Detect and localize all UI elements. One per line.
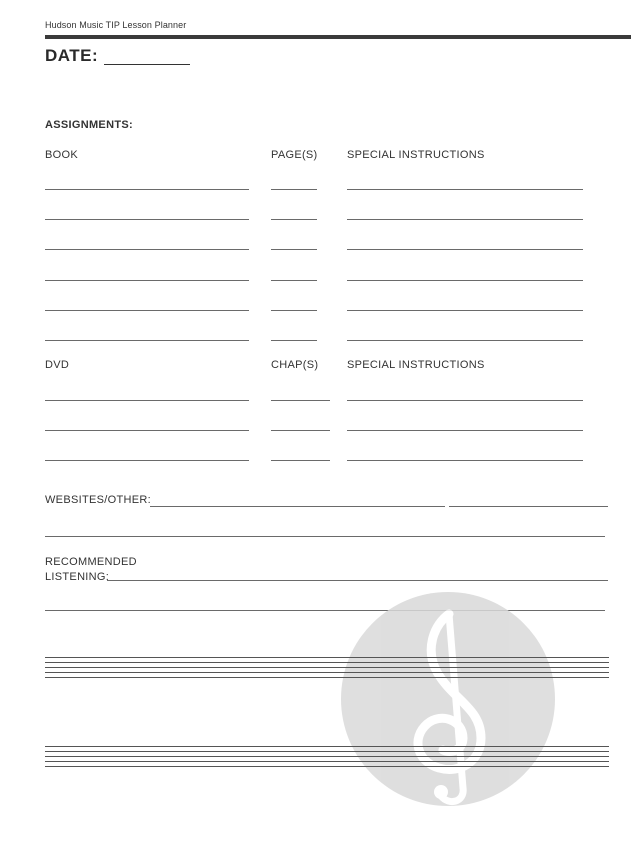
websites-line-second[interactable] xyxy=(45,536,605,537)
dvd-instructions-column-header: SPECIAL INSTRUCTIONS xyxy=(347,359,485,371)
dvd-instructions-line[interactable] xyxy=(347,460,583,461)
date-field-line[interactable] xyxy=(104,64,190,65)
book-instructions-column-header: SPECIAL INSTRUCTIONS xyxy=(347,149,485,161)
dvd-title-line[interactable] xyxy=(45,400,249,401)
book-instructions-line[interactable] xyxy=(347,280,583,281)
book-pages-line[interactable] xyxy=(271,340,317,341)
book-pages-line[interactable] xyxy=(271,249,317,250)
websites-label: WEBSITES/OTHER: xyxy=(45,494,151,506)
book-instructions-line[interactable] xyxy=(347,310,583,311)
websites-line-extra[interactable] xyxy=(449,506,608,507)
book-title-line[interactable] xyxy=(45,219,249,220)
book-title-line[interactable] xyxy=(45,280,249,281)
book-title-line[interactable] xyxy=(45,249,249,250)
dvd-instructions-line[interactable] xyxy=(347,430,583,431)
treble-clef-icon xyxy=(341,592,555,806)
book-pages-line[interactable] xyxy=(271,310,317,311)
pages-column-header: PAGE(S) xyxy=(271,149,318,161)
listening-label-line2: LISTENING: xyxy=(45,571,110,583)
planner-title: Hudson Music TIP Lesson Planner xyxy=(45,20,187,30)
dvd-chaps-line[interactable] xyxy=(271,460,330,461)
book-column-header: BOOK xyxy=(45,149,78,161)
dvd-title-line[interactable] xyxy=(45,460,249,461)
chaps-column-header: CHAP(S) xyxy=(271,359,319,371)
book-instructions-line[interactable] xyxy=(347,219,583,220)
listening-label-line1: RECOMMENDED xyxy=(45,556,137,568)
music-staff[interactable] xyxy=(45,746,609,768)
dvd-title-line[interactable] xyxy=(45,430,249,431)
header-rule xyxy=(45,35,631,39)
dvd-chaps-line[interactable] xyxy=(271,400,330,401)
book-pages-line[interactable] xyxy=(271,280,317,281)
date-label: DATE: xyxy=(45,46,99,65)
book-title-line[interactable] xyxy=(45,189,249,190)
dvd-chaps-line[interactable] xyxy=(271,430,330,431)
dvd-instructions-line[interactable] xyxy=(347,400,583,401)
book-instructions-line[interactable] xyxy=(347,249,583,250)
websites-line[interactable] xyxy=(150,506,445,507)
book-instructions-line[interactable] xyxy=(347,189,583,190)
dvd-column-header: DVD xyxy=(45,359,70,371)
book-pages-line[interactable] xyxy=(271,189,317,190)
music-staff[interactable] xyxy=(45,657,609,679)
book-title-line[interactable] xyxy=(45,310,249,311)
book-pages-line[interactable] xyxy=(271,219,317,220)
book-instructions-line[interactable] xyxy=(347,340,583,341)
listening-line[interactable] xyxy=(107,580,608,581)
assignments-heading: ASSIGNMENTS: xyxy=(45,119,133,131)
book-title-line[interactable] xyxy=(45,340,249,341)
watermark xyxy=(341,592,555,806)
